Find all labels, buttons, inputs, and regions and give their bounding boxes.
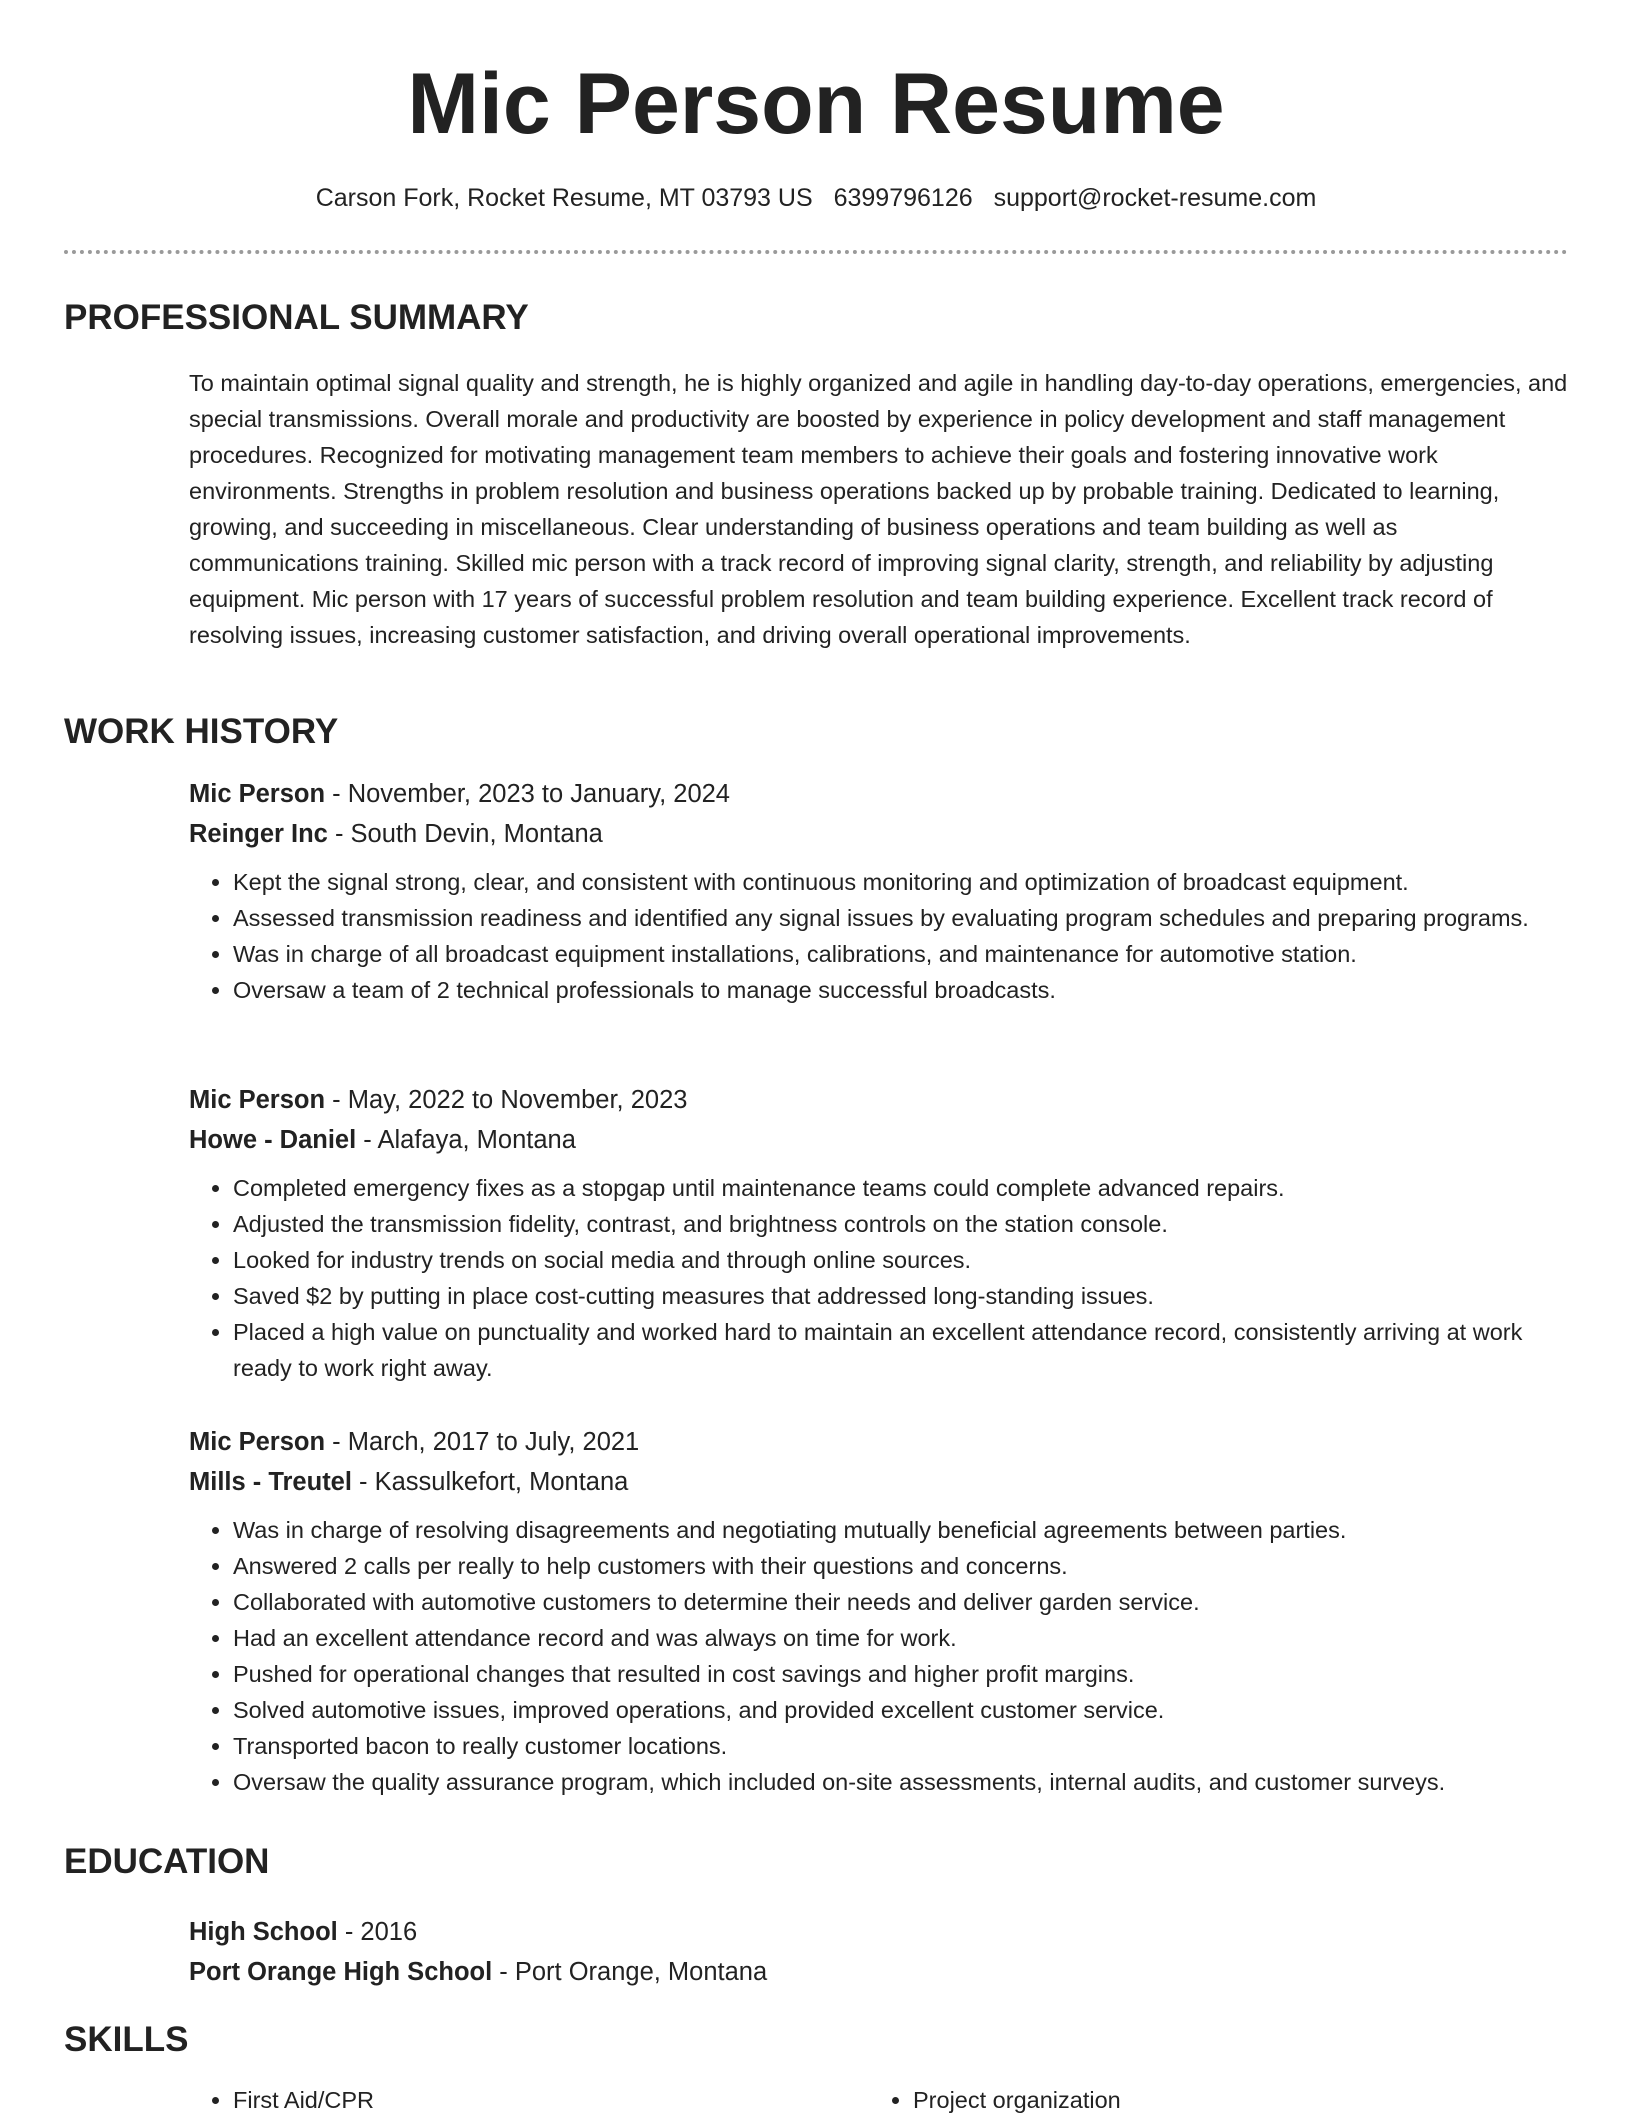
job-location: - Alafaya, Montana <box>356 1126 576 1154</box>
job-company: Reinger Inc <box>189 820 328 848</box>
contact-phone: 6399796126 <box>833 184 973 212</box>
job-entry <box>189 1080 1569 1386</box>
job-entry <box>189 1422 1569 1800</box>
job-bullet: • Was in charge of all broadcast equipment installations, calibrations, and maintenance for automotive station. <box>233 936 1569 972</box>
job-bullets <box>189 1170 1569 1386</box>
job-title-line <box>189 1422 1569 1462</box>
education-year: - 2016 <box>337 1918 418 1946</box>
job-bullet: • Assessed transmission readiness and identified any signal issues by evaluating program schedules and preparing programs. <box>233 900 1569 936</box>
education-location: - Port Orange, Montana <box>492 1958 768 1986</box>
job-bullet: • Completed emergency fixes as a stopgap until maintenance teams could complete advanced repairs. <box>233 1170 1569 1206</box>
education-school-line <box>189 1952 1569 1992</box>
job-bullet: • Answered 2 calls per really to help customers with their questions and concerns. <box>233 1548 1569 1584</box>
contact-address: Carson Fork, Rocket Resume, MT 03793 US <box>315 184 813 212</box>
job-bullet: • Oversaw a team of 2 technical professionals to manage successful broadcasts. <box>233 972 1569 1008</box>
job-bullets <box>189 1512 1569 1800</box>
summary-text: To maintain optimal signal quality and strength, he is highly organized and agile in handling day-to-day operations, emergencies, and special transmissions. Overall morale and productivity are boosted by experience in policy development and staff management procedures. Recognized for motivating management team members to achieve their goals and fostering innovative work environments. Strengths in problem resolution and business operations backed up by probable training. Dedicated to learning, growing, and succeeding in miscellaneous. Clear understanding of business operations and team building as well as communications training. Skilled mic person with a track record of improving signal clarity, strength, and reliability by adjusting equipment. Mic person with 17 years of successful problem resolution and team building experience. Excellent track record of resolving issues, increasing customer satisfaction, and driving overall operational improvements. <box>189 370 1568 648</box>
education-degree-line <box>189 1912 1569 1952</box>
job-bullet: • Saved $2 by putting in place cost-cutting measures that addressed long-standing issues. <box>233 1278 1569 1314</box>
job-company-line <box>189 814 1569 854</box>
skill-item: • First Aid/CPR <box>233 2082 869 2118</box>
job-location: - South Devin, Montana <box>327 820 603 848</box>
job-company: Mills - Treutel <box>189 1468 352 1496</box>
job-role: Mic Person <box>189 1428 326 1456</box>
job-bullet: • Adjusted the transmission fidelity, contrast, and brightness controls on the station console. <box>233 1206 1569 1242</box>
job-bullet: • Kept the signal strong, clear, and consistent with continuous monitoring and optimization of broadcast equipment. <box>233 864 1569 900</box>
job-dates: - March, 2017 to July, 2021 <box>325 1428 640 1456</box>
job-title-line <box>189 1080 1569 1120</box>
section-title-education: EDUCATION <box>64 1842 270 1881</box>
header-divider <box>64 250 1568 254</box>
job-bullet: • Looked for industry trends on social media and through online sources. <box>233 1242 1569 1278</box>
skills-column-left <box>189 2082 869 2118</box>
job-bullet: • Pushed for operational changes that resulted in cost savings and higher profit margins. <box>233 1656 1569 1692</box>
job-title-line <box>189 774 1569 814</box>
job-dates: - May, 2022 to November, 2023 <box>325 1086 688 1114</box>
contact-email[interactable]: support@rocket-resume.com <box>993 184 1317 212</box>
section-title-skills: SKILLS <box>64 2020 189 2059</box>
job-company-line <box>189 1120 1569 1160</box>
job-bullet: • Oversaw the quality assurance program, which included on-site assessments, internal audits, and customer surveys. <box>233 1764 1569 1800</box>
education-school: Port Orange High School <box>189 1958 493 1986</box>
contact-line <box>0 180 1632 216</box>
resume-title: Mic Person Resume <box>407 56 1225 152</box>
job-bullets <box>189 864 1569 1008</box>
section-title-work-history: WORK HISTORY <box>64 712 339 751</box>
skills-column-right <box>869 2082 1549 2118</box>
job-role: Mic Person <box>189 1086 326 1114</box>
job-dates: - November, 2023 to January, 2024 <box>325 780 730 808</box>
job-bullet: • Solved automotive issues, improved operations, and provided excellent customer service. <box>233 1692 1569 1728</box>
job-company: Howe - Daniel <box>189 1126 357 1154</box>
section-title-summary: PROFESSIONAL SUMMARY <box>64 298 529 337</box>
job-bullet: • Transported bacon to really customer locations. <box>233 1728 1569 1764</box>
job-location: - Kassulkefort, Montana <box>351 1468 629 1496</box>
job-company-line <box>189 1462 1569 1502</box>
job-bullet: • Had an excellent attendance record and was always on time for work. <box>233 1620 1569 1656</box>
job-bullet: • Was in charge of resolving disagreements and negotiating mutually beneficial agreements between parties. <box>233 1512 1569 1548</box>
job-bullet: • Placed a high value on punctuality and worked hard to maintain an excellent attendance record, consistently arriving at work ready to work right away. <box>233 1314 1569 1386</box>
job-role: Mic Person <box>189 780 326 808</box>
skills-list <box>189 2082 1569 2118</box>
job-bullet: • Collaborated with automotive customers to determine their needs and deliver garden service. <box>233 1584 1569 1620</box>
education-degree: High School <box>189 1918 338 1946</box>
job-entry <box>189 774 1569 1008</box>
skill-item: • Project organization <box>913 2082 1549 2118</box>
education-entry <box>189 1912 1569 1992</box>
